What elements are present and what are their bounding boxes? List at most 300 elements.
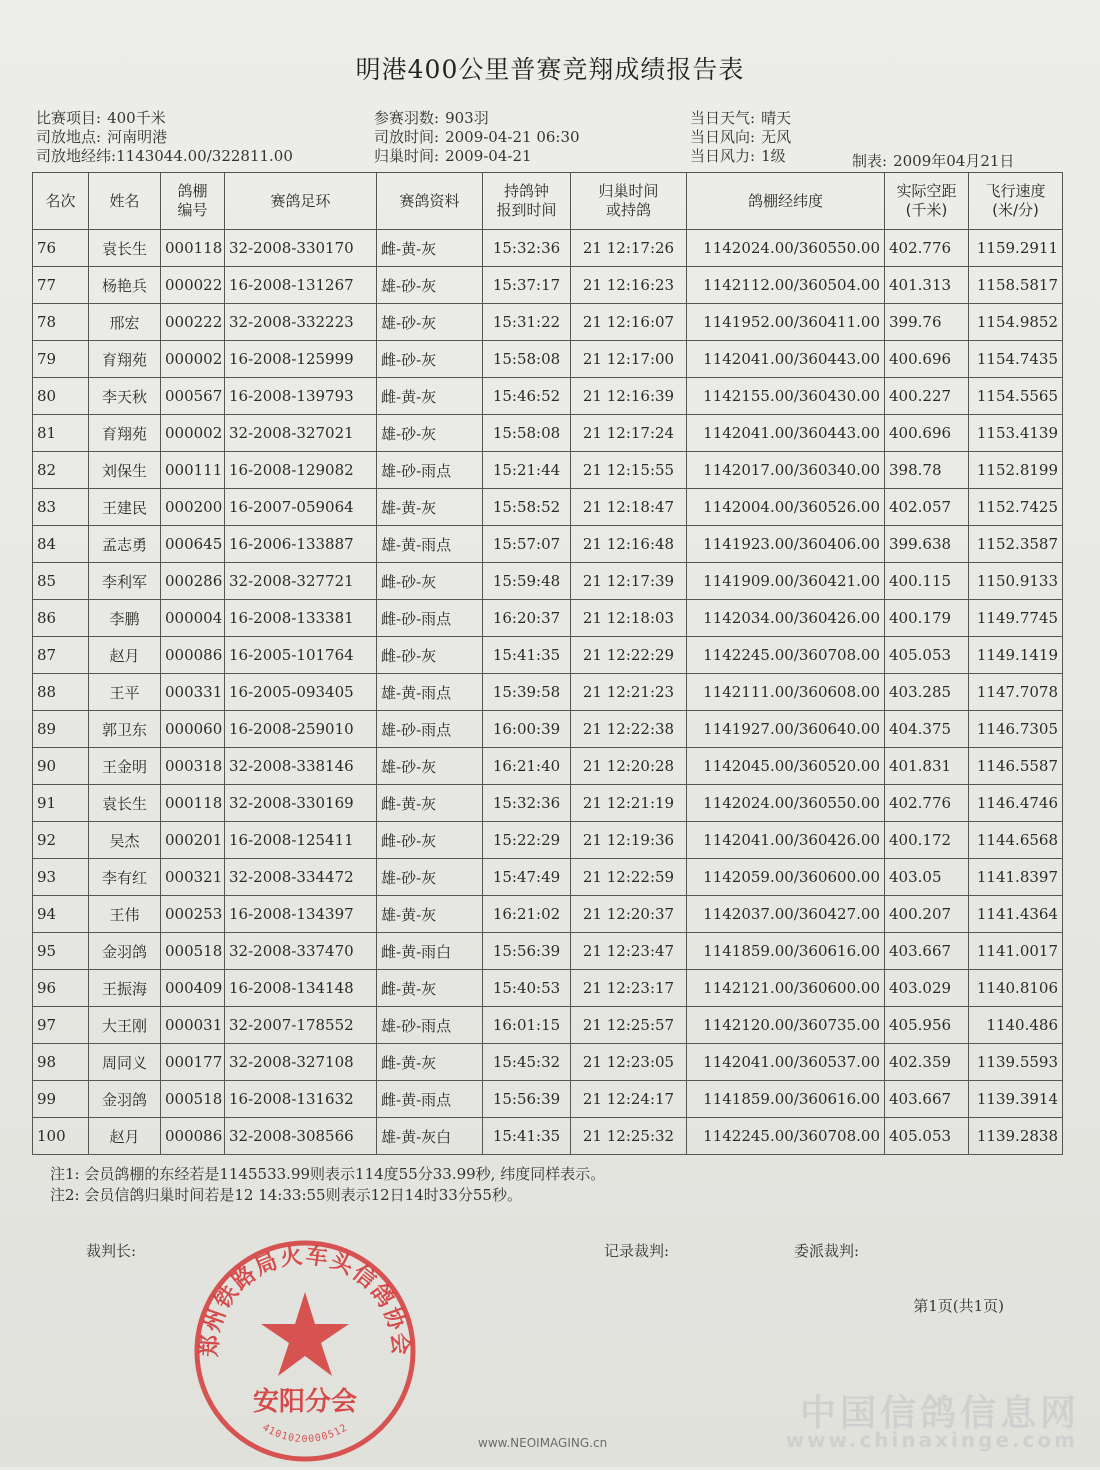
speed-cell: 1152.7425 [969,489,1063,526]
table-row [33,489,1063,526]
rank-cell: 78 [33,304,89,341]
table-row [33,859,1063,896]
name-cell: 育翔苑 [89,341,161,378]
return-cell: 21 12:16:48 [571,526,687,563]
table-row [33,711,1063,748]
clock-cell: 15:58:08 [483,341,571,378]
coord-cell: 1142112.00/360504.00 [687,267,885,304]
distance-cell: 399.638 [885,526,969,563]
coord-cell: 1142004.00/360526.00 [687,489,885,526]
name-cell: 金羽鸽 [89,933,161,970]
distance-cell: 402.776 [885,785,969,822]
loft-cell: 000645 [161,526,225,563]
meta-wind-direction: 当日风向: 无风 [690,128,792,146]
distance-cell: 405.053 [885,637,969,674]
loft-cell: 000222 [161,304,225,341]
stamp-number: 4101020000512 [260,1422,350,1446]
name-cell: 赵月 [89,637,161,674]
name-cell: 周同义 [89,1044,161,1081]
name-cell: 李鹏 [89,600,161,637]
coord-cell: 1142024.00/360550.00 [687,230,885,267]
return-cell: 21 12:24:17 [571,1081,687,1118]
speed-cell: 1146.5587 [969,748,1063,785]
desc-cell: 雄-黄-雨点 [377,526,483,563]
loft-cell: 000111 [161,452,225,489]
name-cell: 金羽鸽 [89,1081,161,1118]
distance-cell: 403.05 [885,859,969,896]
clock-cell: 16:01:15 [483,1007,571,1044]
rank-cell: 98 [33,1044,89,1081]
watermark-neo: www.NEOIMAGING.cn [478,1436,608,1450]
clock-cell: 15:57:07 [483,526,571,563]
coord-cell: 1142120.00/360735.00 [687,1007,885,1044]
name-cell: 李有红 [89,859,161,896]
rank-cell: 96 [33,970,89,1007]
speed-cell: 1159.2911 [969,230,1063,267]
ring-cell: 32-2008-334472 [225,859,377,896]
ring-cell: 32-2008-330170 [225,230,377,267]
loft-cell: 000086 [161,1118,225,1155]
rank-cell: 84 [33,526,89,563]
meta-weather: 当日天气: 晴天 [690,109,792,127]
name-cell: 李天秋 [89,378,161,415]
speed-cell: 1154.9852 [969,304,1063,341]
return-cell: 21 12:17:39 [571,563,687,600]
loft-cell: 000286 [161,563,225,600]
clock-cell: 15:58:52 [483,489,571,526]
rank-cell: 93 [33,859,89,896]
coord-cell: 1142041.00/360443.00 [687,415,885,452]
name-cell: 袁长生 [89,230,161,267]
table-row [33,230,1063,267]
return-cell: 21 12:16:07 [571,304,687,341]
speed-cell: 1147.7078 [969,674,1063,711]
results-table-body [33,230,1063,1155]
speed-cell: 1153.4139 [969,415,1063,452]
rank-cell: 90 [33,748,89,785]
page-title: 明港400公里普赛竞翔成绩报告表 [355,55,745,84]
speed-cell: 1154.7435 [969,341,1063,378]
official-seal-stamp [186,1232,424,1470]
ring-cell: 16-2007-059064 [225,489,377,526]
speed-cell: 1146.7305 [969,711,1063,748]
rank-cell: 87 [33,637,89,674]
distance-cell: 400.696 [885,341,969,378]
desc-cell: 雌-黄-雨点 [377,1081,483,1118]
desc-cell: 雄-黄-灰 [377,896,483,933]
table-row [33,1044,1063,1081]
ring-cell: 32-2008-327721 [225,563,377,600]
clock-cell: 15:41:35 [483,637,571,674]
coord-cell: 1142041.00/360443.00 [687,341,885,378]
speed-cell: 1139.2838 [969,1118,1063,1155]
table-row [33,637,1063,674]
ring-cell: 16-2008-134397 [225,896,377,933]
clock-cell: 15:40:53 [483,970,571,1007]
return-cell: 21 12:22:38 [571,711,687,748]
return-cell: 21 12:17:00 [571,341,687,378]
loft-cell: 000331 [161,674,225,711]
desc-cell: 雄-砂-雨点 [377,1007,483,1044]
meta-release-coord: 司放地经纬:1143044.00/322811.00 [36,147,293,165]
rank-cell: 81 [33,415,89,452]
distance-cell: 400.696 [885,415,969,452]
speed-cell: 1141.8397 [969,859,1063,896]
watermark-url: www.chinaxinge.com [785,1428,1078,1452]
desc-cell: 雄-砂-灰 [377,267,483,304]
clock-cell: 15:47:49 [483,859,571,896]
speed-cell: 1154.5565 [969,378,1063,415]
clock-cell: 16:21:02 [483,896,571,933]
table-row [33,378,1063,415]
speed-cell: 1141.4364 [969,896,1063,933]
clock-cell: 15:37:17 [483,267,571,304]
loft-cell: 000321 [161,859,225,896]
clock-cell: 15:39:58 [483,674,571,711]
loft-cell: 000118 [161,230,225,267]
clock-cell: 15:21:44 [483,452,571,489]
clock-cell: 16:21:40 [483,748,571,785]
name-cell: 郭卫东 [89,711,161,748]
ring-cell: 32-2008-308566 [225,1118,377,1155]
table-row [33,748,1063,785]
name-cell: 大王刚 [89,1007,161,1044]
return-cell: 21 12:22:29 [571,637,687,674]
desc-cell: 雌-黄-雨白 [377,933,483,970]
table-row [33,341,1063,378]
ring-cell: 16-2008-134148 [225,970,377,1007]
table-row [33,526,1063,563]
meta-return-time: 归巢时间: 2009-04-21 [374,147,532,165]
header-loft: 鸽棚 编号 [161,173,225,230]
desc-cell: 雌-黄-灰 [377,230,483,267]
ring-cell: 16-2008-131267 [225,267,377,304]
loft-cell: 000318 [161,748,225,785]
desc-cell: 雄-黄-灰白 [377,1118,483,1155]
speed-cell: 1139.3914 [969,1081,1063,1118]
distance-cell: 398.78 [885,452,969,489]
stamp-inner-text: 安阳分会 [252,1387,358,1417]
return-cell: 21 12:25:57 [571,1007,687,1044]
ring-cell: 32-2008-327021 [225,415,377,452]
clock-cell: 15:32:36 [483,230,571,267]
rank-cell: 82 [33,452,89,489]
name-cell: 杨艳兵 [89,267,161,304]
distance-cell: 400.227 [885,378,969,415]
coord-cell: 1142045.00/360520.00 [687,748,885,785]
page-number: 第1页(共1页) [913,1297,1004,1315]
table-row [33,674,1063,711]
rank-cell: 77 [33,267,89,304]
return-cell: 21 12:21:23 [571,674,687,711]
return-cell: 21 12:18:47 [571,489,687,526]
name-cell: 王伟 [89,896,161,933]
desc-cell: 雌-砂-灰 [377,637,483,674]
table-row [33,933,1063,970]
ring-cell: 16-2008-125999 [225,341,377,378]
loft-cell: 000002 [161,415,225,452]
rank-cell: 91 [33,785,89,822]
loft-cell: 000409 [161,970,225,1007]
header-distance: 实际空距 (千米) [885,173,969,230]
rank-cell: 92 [33,822,89,859]
stamp-outer-text: 郑州铁路局火车头信鸽协会 [197,1243,413,1358]
name-cell: 吴杰 [89,822,161,859]
loft-cell: 000118 [161,785,225,822]
speed-cell: 1140.8106 [969,970,1063,1007]
distance-cell: 402.057 [885,489,969,526]
rank-cell: 83 [33,489,89,526]
desc-cell: 雌-砂-灰 [377,563,483,600]
clock-cell: 15:31:22 [483,304,571,341]
loft-cell: 000086 [161,637,225,674]
desc-cell: 雌-黄-灰 [377,378,483,415]
speed-cell: 1146.4746 [969,785,1063,822]
return-cell: 21 12:18:03 [571,600,687,637]
coord-cell: 1142245.00/360708.00 [687,1118,885,1155]
name-cell: 育翔苑 [89,415,161,452]
ring-cell: 32-2008-327108 [225,1044,377,1081]
name-cell: 刘保生 [89,452,161,489]
recorder-label: 记录裁判: [604,1242,670,1260]
clock-cell: 15:56:39 [483,1081,571,1118]
distance-cell: 405.956 [885,1007,969,1044]
coord-cell: 1142121.00/360600.00 [687,970,885,1007]
desc-cell: 雄-黄-灰 [377,489,483,526]
clock-cell: 15:56:39 [483,933,571,970]
rank-cell: 85 [33,563,89,600]
ring-cell: 16-2006-133887 [225,526,377,563]
table-row [33,1081,1063,1118]
table-row [33,267,1063,304]
distance-cell: 402.359 [885,1044,969,1081]
delegate-label: 委派裁判: [794,1242,860,1260]
coord-cell: 1142024.00/360550.00 [687,785,885,822]
coord-cell: 1142245.00/360708.00 [687,637,885,674]
header-name: 姓名 [89,173,161,230]
clock-cell: 15:46:52 [483,378,571,415]
table-row [33,563,1063,600]
table-row [33,970,1063,1007]
ring-cell: 16-2005-101764 [225,637,377,674]
return-cell: 21 12:17:24 [571,415,687,452]
name-cell: 王建民 [89,489,161,526]
header-speed: 飞行速度 (米/分) [969,173,1063,230]
watermark-cn: 中国信鸽信息网 [799,1393,1080,1434]
clock-cell: 15:32:36 [483,785,571,822]
desc-cell: 雄-黄-雨点 [377,674,483,711]
meta-made-date: 制表: 2009年04月21日 [852,152,1015,170]
desc-cell: 雌-黄-灰 [377,970,483,1007]
speed-cell: 1152.3587 [969,526,1063,563]
distance-cell: 400.172 [885,822,969,859]
loft-cell: 000031 [161,1007,225,1044]
return-cell: 21 12:25:32 [571,1118,687,1155]
desc-cell: 雄-砂-灰 [377,748,483,785]
note-2: 注2: 会员信鸽归巢时间若是12 14:33:55则表示12日14时33分55秒。 [50,1186,522,1204]
name-cell: 王振海 [89,970,161,1007]
meta-entries: 参赛羽数: 903羽 [374,109,489,127]
clock-cell: 15:41:35 [483,1118,571,1155]
clock-cell: 15:59:48 [483,563,571,600]
return-cell: 21 12:20:37 [571,896,687,933]
loft-cell: 000022 [161,267,225,304]
ring-cell: 16-2008-259010 [225,711,377,748]
ring-cell: 32-2008-330169 [225,785,377,822]
header-coord: 鸽棚经纬度 [687,173,885,230]
distance-cell: 400.115 [885,563,969,600]
name-cell: 李利军 [89,563,161,600]
loft-cell: 000004 [161,600,225,637]
speed-cell: 1144.6568 [969,822,1063,859]
desc-cell: 雌-砂-灰 [377,341,483,378]
rank-cell: 79 [33,341,89,378]
ring-cell: 32-2008-337470 [225,933,377,970]
clock-cell: 15:22:29 [483,822,571,859]
ring-cell: 16-2008-131632 [225,1081,377,1118]
header-return: 归巢时间 或持鸽 [571,173,687,230]
meta-wind-force: 当日风力: 1级 [690,147,786,165]
ring-cell: 16-2008-139793 [225,378,377,415]
ring-cell: 16-2008-125411 [225,822,377,859]
table-row [33,452,1063,489]
coord-cell: 1142017.00/360340.00 [687,452,885,489]
table-row [33,785,1063,822]
return-cell: 21 12:19:36 [571,822,687,859]
note-1: 注1: 会员鸽棚的东经若是1145533.99则表示114度55分33.99秒, 纬度同样表示。 [50,1165,606,1183]
rank-cell: 88 [33,674,89,711]
speed-cell: 1150.9133 [969,563,1063,600]
loft-cell: 000518 [161,933,225,970]
rank-cell: 89 [33,711,89,748]
results-table [32,172,1063,1155]
desc-cell: 雌-黄-灰 [377,1044,483,1081]
desc-cell: 雌-砂-灰 [377,822,483,859]
speed-cell: 1139.5593 [969,1044,1063,1081]
speed-cell: 1149.1419 [969,637,1063,674]
rank-cell: 95 [33,933,89,970]
return-cell: 21 12:15:55 [571,452,687,489]
clock-cell: 15:45:32 [483,1044,571,1081]
rank-cell: 94 [33,896,89,933]
speed-cell: 1152.8199 [969,452,1063,489]
rank-cell: 80 [33,378,89,415]
desc-cell: 雄-砂-灰 [377,859,483,896]
loft-cell: 000002 [161,341,225,378]
name-cell: 王金明 [89,748,161,785]
name-cell: 袁长生 [89,785,161,822]
name-cell: 赵月 [89,1118,161,1155]
coord-cell: 1141859.00/360616.00 [687,933,885,970]
table-row [33,1007,1063,1044]
distance-cell: 403.285 [885,674,969,711]
return-cell: 21 12:22:59 [571,859,687,896]
return-cell: 21 12:23:17 [571,970,687,1007]
table-row [33,822,1063,859]
name-cell: 王平 [89,674,161,711]
meta-release-time: 司放时间: 2009-04-21 06:30 [374,128,580,146]
header-rank: 名次 [33,173,89,230]
loft-cell: 000518 [161,1081,225,1118]
distance-cell: 403.667 [885,1081,969,1118]
distance-cell: 403.667 [885,933,969,970]
table-row [33,600,1063,637]
distance-cell: 404.375 [885,711,969,748]
return-cell: 21 12:23:47 [571,933,687,970]
distance-cell: 401.831 [885,748,969,785]
return-cell: 21 12:23:05 [571,1044,687,1081]
ring-cell: 16-2005-093405 [225,674,377,711]
desc-cell: 雌-砂-雨点 [377,600,483,637]
loft-cell: 000060 [161,711,225,748]
table-row [33,896,1063,933]
header-ring: 赛鸽足环 [225,173,377,230]
referee-label: 裁判长: [86,1242,137,1260]
header-desc: 赛鸽资料 [377,173,483,230]
table-row [33,415,1063,452]
rank-cell: 97 [33,1007,89,1044]
ring-cell: 16-2008-133381 [225,600,377,637]
ring-cell: 16-2008-129082 [225,452,377,489]
distance-cell: 401.313 [885,267,969,304]
return-cell: 21 12:21:19 [571,785,687,822]
speed-cell: 1140.486 [969,1007,1063,1044]
ring-cell: 32-2008-338146 [225,748,377,785]
table-row [33,304,1063,341]
coord-cell: 1142037.00/360427.00 [687,896,885,933]
name-cell: 邢宏 [89,304,161,341]
speed-cell: 1158.5817 [969,267,1063,304]
distance-cell: 403.029 [885,970,969,1007]
coord-cell: 1142111.00/360608.00 [687,674,885,711]
loft-cell: 000200 [161,489,225,526]
ring-cell: 32-2007-178552 [225,1007,377,1044]
rank-cell: 100 [33,1118,89,1155]
loft-cell: 000253 [161,896,225,933]
header-clock: 持鸽钟 报到时间 [483,173,571,230]
speed-cell: 1141.0017 [969,933,1063,970]
coord-cell: 1142034.00/360426.00 [687,600,885,637]
return-cell: 21 12:17:26 [571,230,687,267]
coord-cell: 1142041.00/360537.00 [687,1044,885,1081]
clock-cell: 16:20:37 [483,600,571,637]
coord-cell: 1141859.00/360616.00 [687,1081,885,1118]
star-icon [261,1292,349,1376]
coord-cell: 1141927.00/360640.00 [687,711,885,748]
loft-cell: 000567 [161,378,225,415]
desc-cell: 雄-砂-雨点 [377,711,483,748]
meta-release-place: 司放地点: 河南明港 [36,128,168,146]
distance-cell: 400.207 [885,896,969,933]
desc-cell: 雄-砂-雨点 [377,452,483,489]
desc-cell: 雄-砂-灰 [377,415,483,452]
speed-cell: 1149.7745 [969,600,1063,637]
meta-event: 比赛项目: 400千米 [36,109,166,127]
coord-cell: 1142155.00/360430.00 [687,378,885,415]
desc-cell: 雌-黄-灰 [377,785,483,822]
coord-cell: 1141923.00/360406.00 [687,526,885,563]
loft-cell: 000177 [161,1044,225,1081]
return-cell: 21 12:16:39 [571,378,687,415]
distance-cell: 405.053 [885,1118,969,1155]
desc-cell: 雄-砂-灰 [377,304,483,341]
return-cell: 21 12:16:23 [571,267,687,304]
clock-cell: 16:00:39 [483,711,571,748]
rank-cell: 86 [33,600,89,637]
ring-cell: 32-2008-332223 [225,304,377,341]
clock-cell: 15:58:08 [483,415,571,452]
table-row [33,1118,1063,1155]
